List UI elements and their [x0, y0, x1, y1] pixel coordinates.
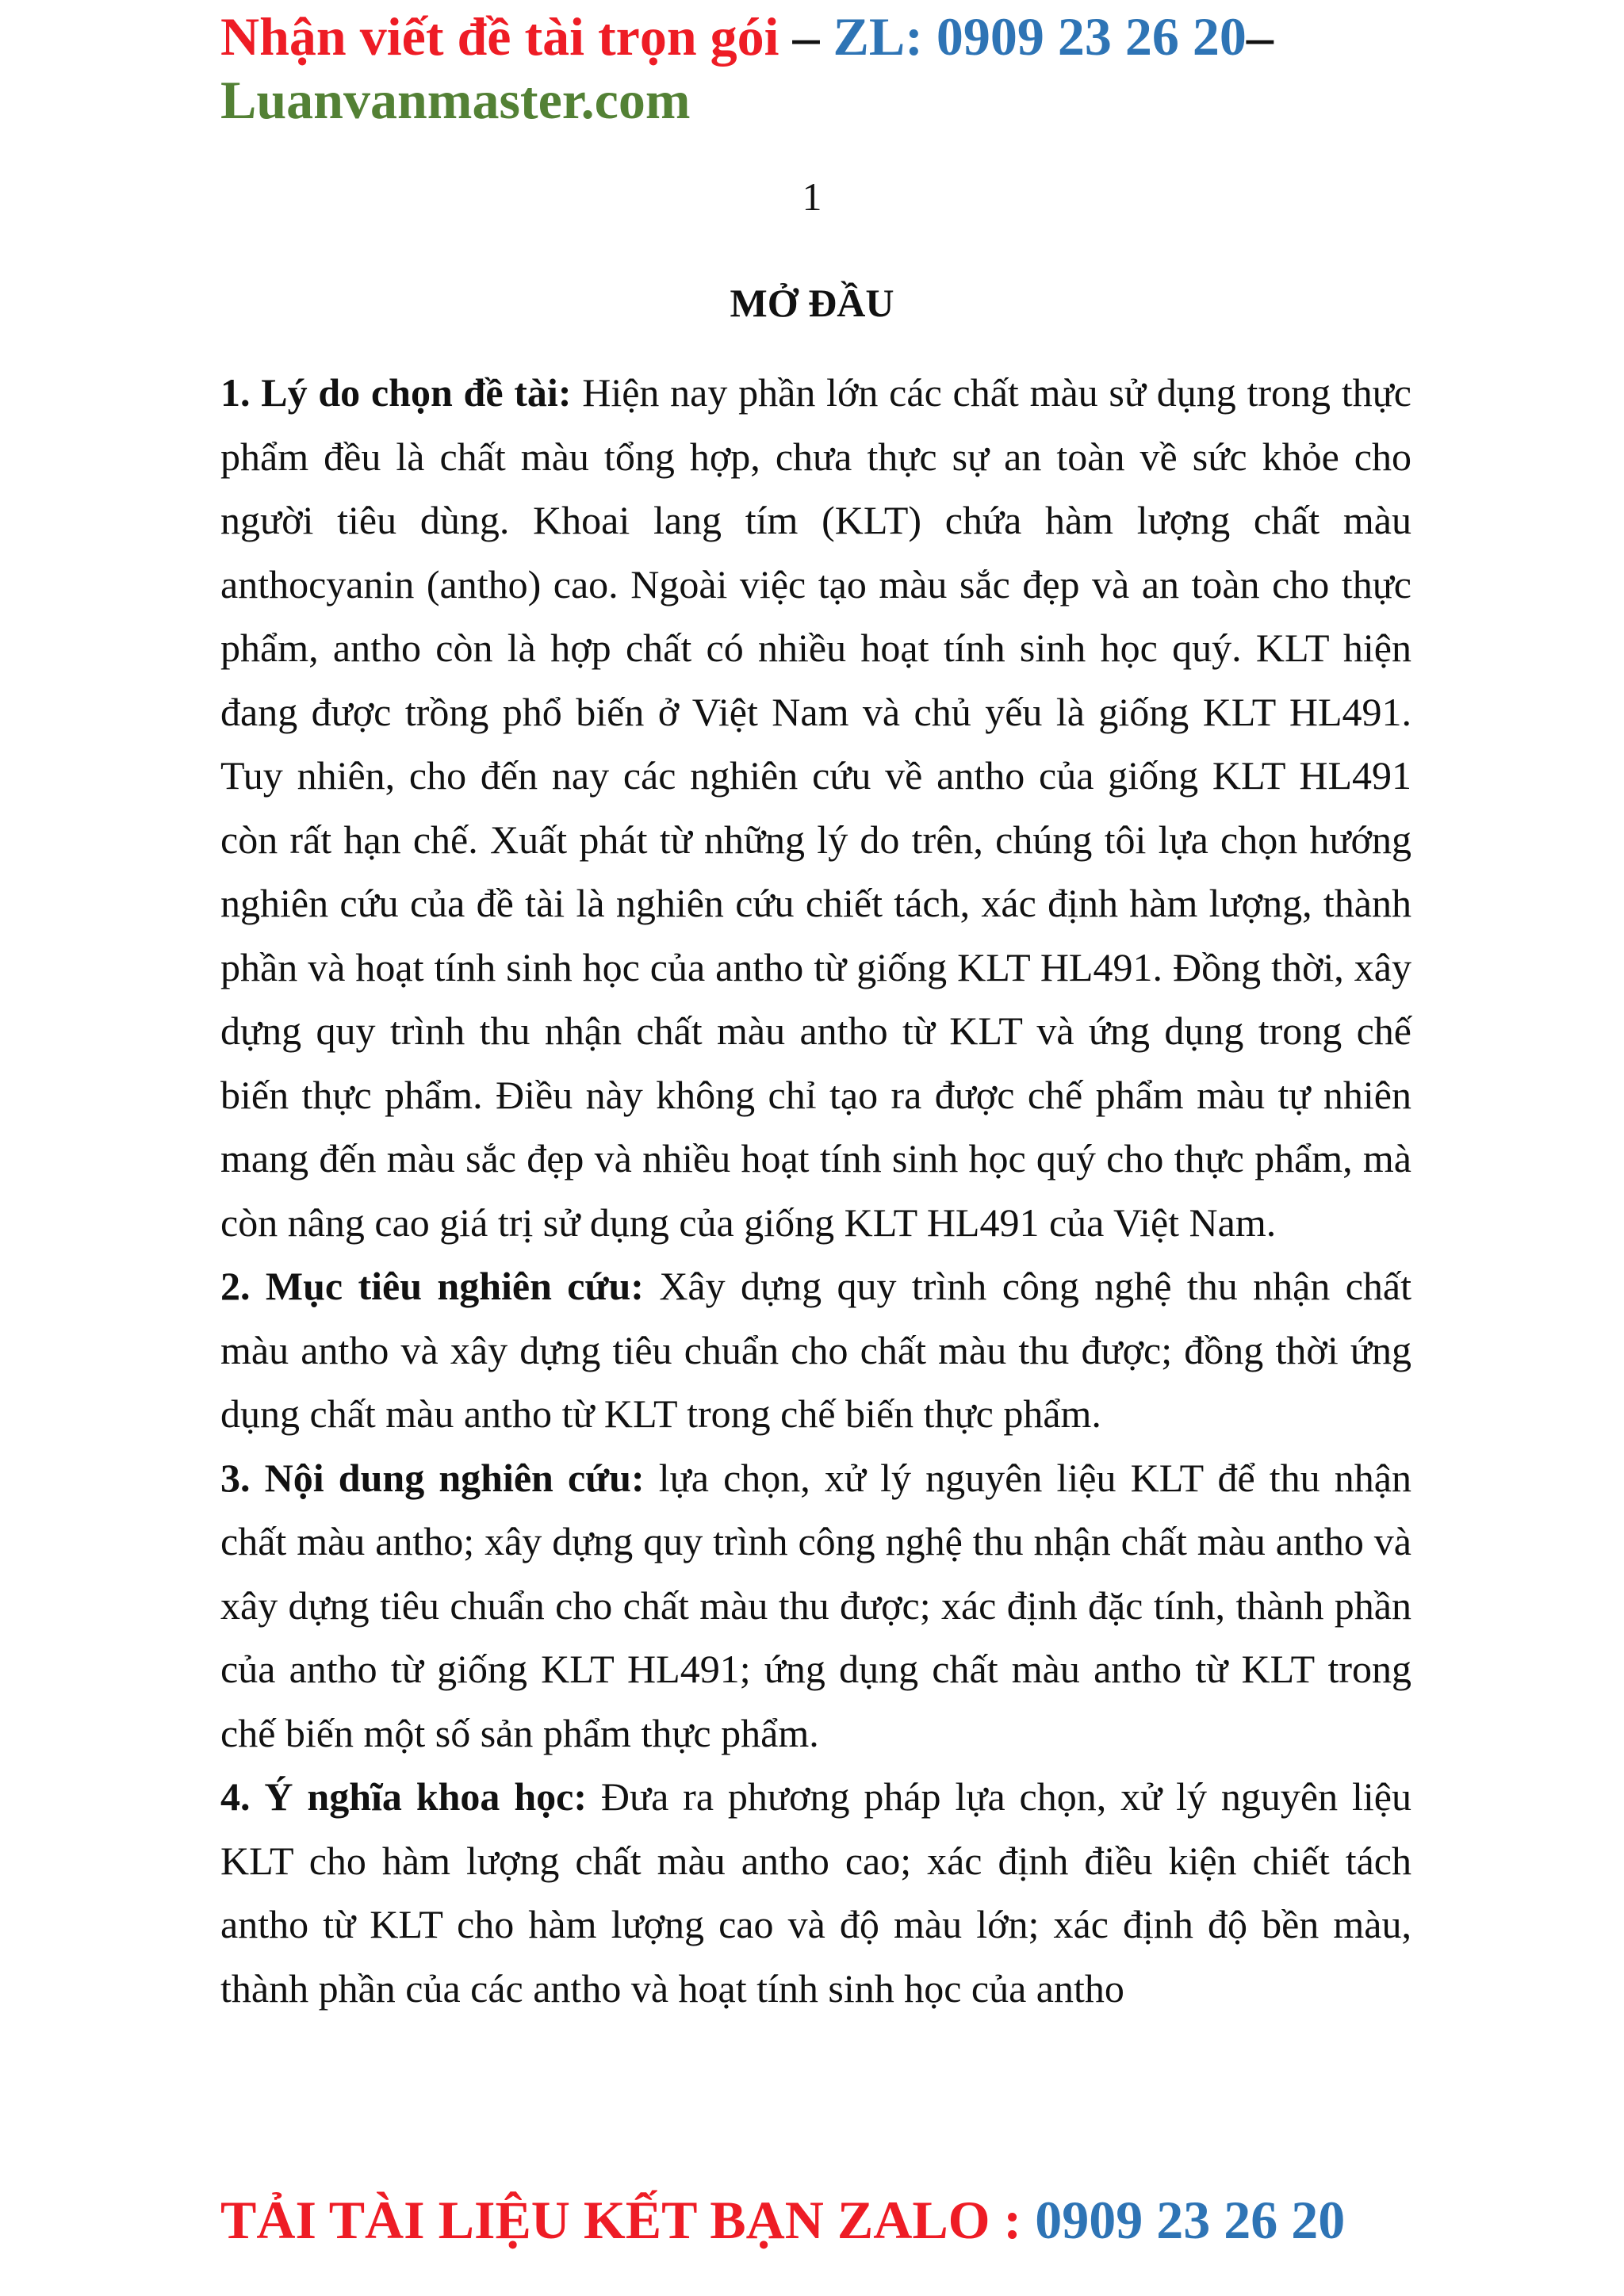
footer-download-text: TẢI TÀI LIỆU KẾT BẠN ZALO : — [220, 2190, 1022, 2250]
page-number: 1 — [802, 174, 822, 219]
paragraph-content — [220, 1446, 1411, 1766]
paragraph-text: Đưa ra phương pháp lựa chọn, xử lý nguyên liệu KLT cho hàm lượng chất màu antho cao; xác định điều kiện chiết tách antho từ KLT cho hàm lượng cao và độ màu lớn; xác định độ bền màu, thành phần của các antho và hoạt tính sinh học của antho — [220, 1774, 1411, 2011]
document-body — [220, 361, 1411, 2020]
header-line-1 — [220, 5, 1410, 68]
paragraph-heading: 1. Lý do chọn đề tài: — [220, 370, 572, 415]
paragraph-reason — [220, 361, 1411, 1254]
promo-footer — [220, 2188, 1489, 2252]
paragraph-text: Xây dựng quy trình công nghệ thu nhận chất màu antho và xây dựng tiêu chuẩn cho chất màu thu được; đồng thời ứng dụng chất màu antho từ KLT trong chế biến thực phẩm. — [220, 1264, 1411, 1436]
section-title: MỞ ĐẦU — [730, 281, 894, 325]
header-service-text: Nhận viết đề tài trọn gói — [220, 6, 779, 67]
header-zalo-contact: ZL: 0909 23 26 20 — [833, 6, 1247, 67]
paragraph-text: lựa chọn, xử lý nguyên liệu KLT để thu nhận chất màu antho; xây dựng quy trình công nghệ thu nhận chất màu antho và xây dựng tiêu chuẩn cho chất màu thu được; xác định đặc tính, thành phần của antho từ giống KLT HL491; ứng dụng chất màu antho từ KLT trong chế biến một số sản phẩm thực phẩm. — [220, 1455, 1412, 1755]
paragraph-objectives — [220, 1254, 1411, 1446]
footer-zalo-phone: 0909 23 26 20 — [1035, 2190, 1346, 2250]
paragraph-heading: 2. Mục tiêu nghiên cứu: — [220, 1264, 644, 1308]
paragraph-significance — [220, 1765, 1411, 2020]
promo-header — [220, 5, 1410, 132]
header-separator: – — [779, 6, 833, 67]
paragraph-heading: 4. Ý nghĩa khoa học: — [220, 1774, 587, 1819]
header-website: Luanvanmaster.com — [220, 70, 691, 130]
paragraph-text: Hiện nay phần lớn các chất màu sử dụng trong thực phẩm đều là chất màu tổng hợp, chưa thực sự an toàn về sức khỏe cho người tiêu dùng. Khoai lang tím (KLT) chứa hàm lượng chất màu anthocyanin (antho) cao. Ngoài việc tạo màu sắc đẹp và an toàn cho thực phẩm, antho còn là hợp chất có nhiều hoạt tính sinh học quý. KLT hiện đang được trồng phổ biến ở Việt Nam và chủ yếu là giống KLT HL491. Tuy nhiên, cho đến nay các nghiên cứu về antho của giống KLT HL491 còn rất hạn chế. Xuất phát từ những lý do trên, chúng tôi lựa chọn hướng nghiên cứu của đề tài là nghiên cứu chiết tách, xác định hàm lượng, thành phần và hoạt tính sinh học của antho từ giống KLT HL491. Đồng thời, xây dựng quy trình thu nhận chất màu antho từ KLT và ứng dụng trong chế biến thực phẩm. Điều này không chỉ tạo ra được chế phẩm màu tự nhiên mang đến màu sắc đẹp và nhiều hoạt tính sinh học quý cho thực phẩm, mà còn nâng cao giá trị sử dụng của giống KLT HL491 của Việt Nam. — [220, 370, 1411, 1245]
header-trailing-dash: – — [1246, 6, 1274, 67]
paragraph-heading: 3. Nội dung nghiên cứu: — [220, 1455, 645, 1500]
